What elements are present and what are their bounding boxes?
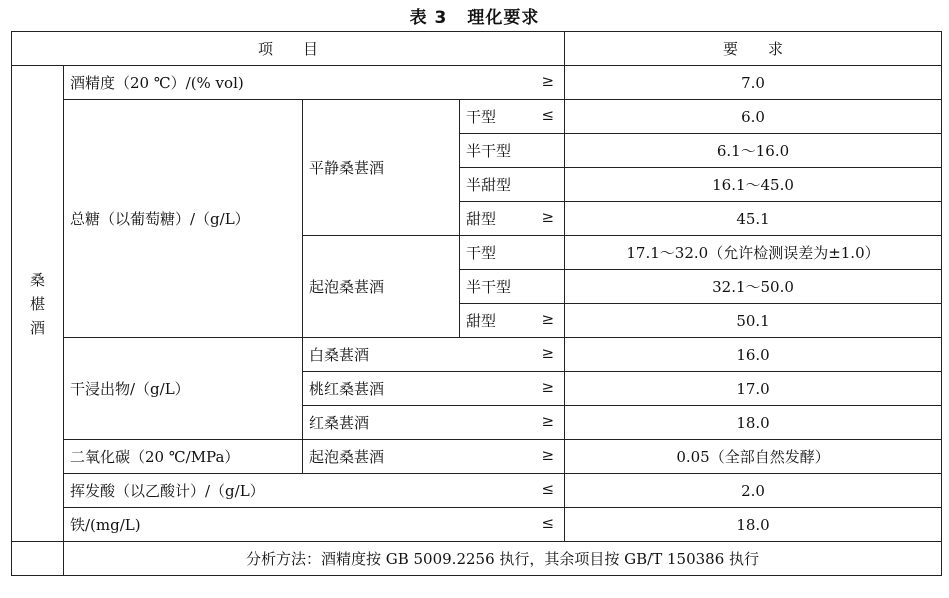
header-item: 项 目 xyxy=(12,32,565,66)
sugar-value: 6.0 xyxy=(565,100,942,134)
sugar-value: 17.1～32.0（允许检测误差为±1.0） xyxy=(565,236,942,270)
header-requirement: 要 求 xyxy=(565,32,942,66)
table-row xyxy=(12,508,942,542)
extract-value: 16.0 xyxy=(565,338,942,372)
sugar-value: 6.1～16.0 xyxy=(565,134,942,168)
sugar-type: 半甜型 xyxy=(460,168,565,202)
volatile-acid-label: 挥发酸（以乙酸计）/（g/L） ≤ xyxy=(64,474,565,508)
analysis-method-note: 分析方法：酒精度按 GB 5009.2256 执行，其余项目按 GB/T 150386 执行 xyxy=(64,542,942,576)
sugar-type: 半干型 xyxy=(460,270,565,304)
iron-label: 铁/(mg/L) ≤ xyxy=(64,508,565,542)
iron-value: 18.0 xyxy=(565,508,942,542)
alcohol-value: 7.0 xyxy=(565,66,942,100)
sugar-value: 32.1～50.0 xyxy=(565,270,942,304)
extract-label: 干浸出物/（g/L） xyxy=(64,338,303,440)
extract-value: 18.0 xyxy=(565,406,942,440)
sugar-value: 45.1 xyxy=(565,202,942,236)
table-row xyxy=(12,100,942,134)
extract-type: 红桑葚酒 ≥ xyxy=(303,406,565,440)
physicochemical-table xyxy=(11,31,942,576)
extract-type: 白桑葚酒 ≥ xyxy=(303,338,565,372)
sugar-type: 半干型 xyxy=(460,134,565,168)
sugar-type: 干型 xyxy=(460,236,565,270)
table-title xyxy=(0,3,949,28)
table-title-text: 理化要求 xyxy=(467,8,540,28)
table-header-row xyxy=(12,32,942,66)
sparkling-wine-label: 起泡桑葚酒 xyxy=(303,236,460,338)
table-row xyxy=(12,338,942,372)
table-footer-row xyxy=(12,542,942,576)
table-row xyxy=(12,474,942,508)
sugar-value: 16.1～45.0 xyxy=(565,168,942,202)
alcohol-label: 酒精度（20 ℃）/(% vol) ≥ xyxy=(64,66,565,100)
extract-value: 17.0 xyxy=(565,372,942,406)
table-row xyxy=(12,440,942,474)
co2-type: 起泡桑葚酒 ≥ xyxy=(303,440,565,474)
sugar-type: 干型 ≤ xyxy=(460,100,565,134)
co2-label: 二氧化碳（20 ℃/MPa） xyxy=(64,440,303,474)
sugar-label: 总糖（以葡萄糖）/（g/L） xyxy=(64,100,303,338)
sugar-value: 50.1 xyxy=(565,304,942,338)
extract-type: 桃红桑葚酒 ≥ xyxy=(303,372,565,406)
group-label: 桑 椹 酒 xyxy=(12,66,64,542)
sugar-type: 甜型 ≥ xyxy=(460,202,565,236)
still-wine-label: 平静桑葚酒 xyxy=(303,100,460,236)
volatile-acid-value: 2.0 xyxy=(565,474,942,508)
sugar-type: 甜型 ≥ xyxy=(460,304,565,338)
co2-value: 0.05（全部自然发酵） xyxy=(565,440,942,474)
table-number: 表 3 xyxy=(409,8,448,28)
table-row xyxy=(12,66,942,100)
